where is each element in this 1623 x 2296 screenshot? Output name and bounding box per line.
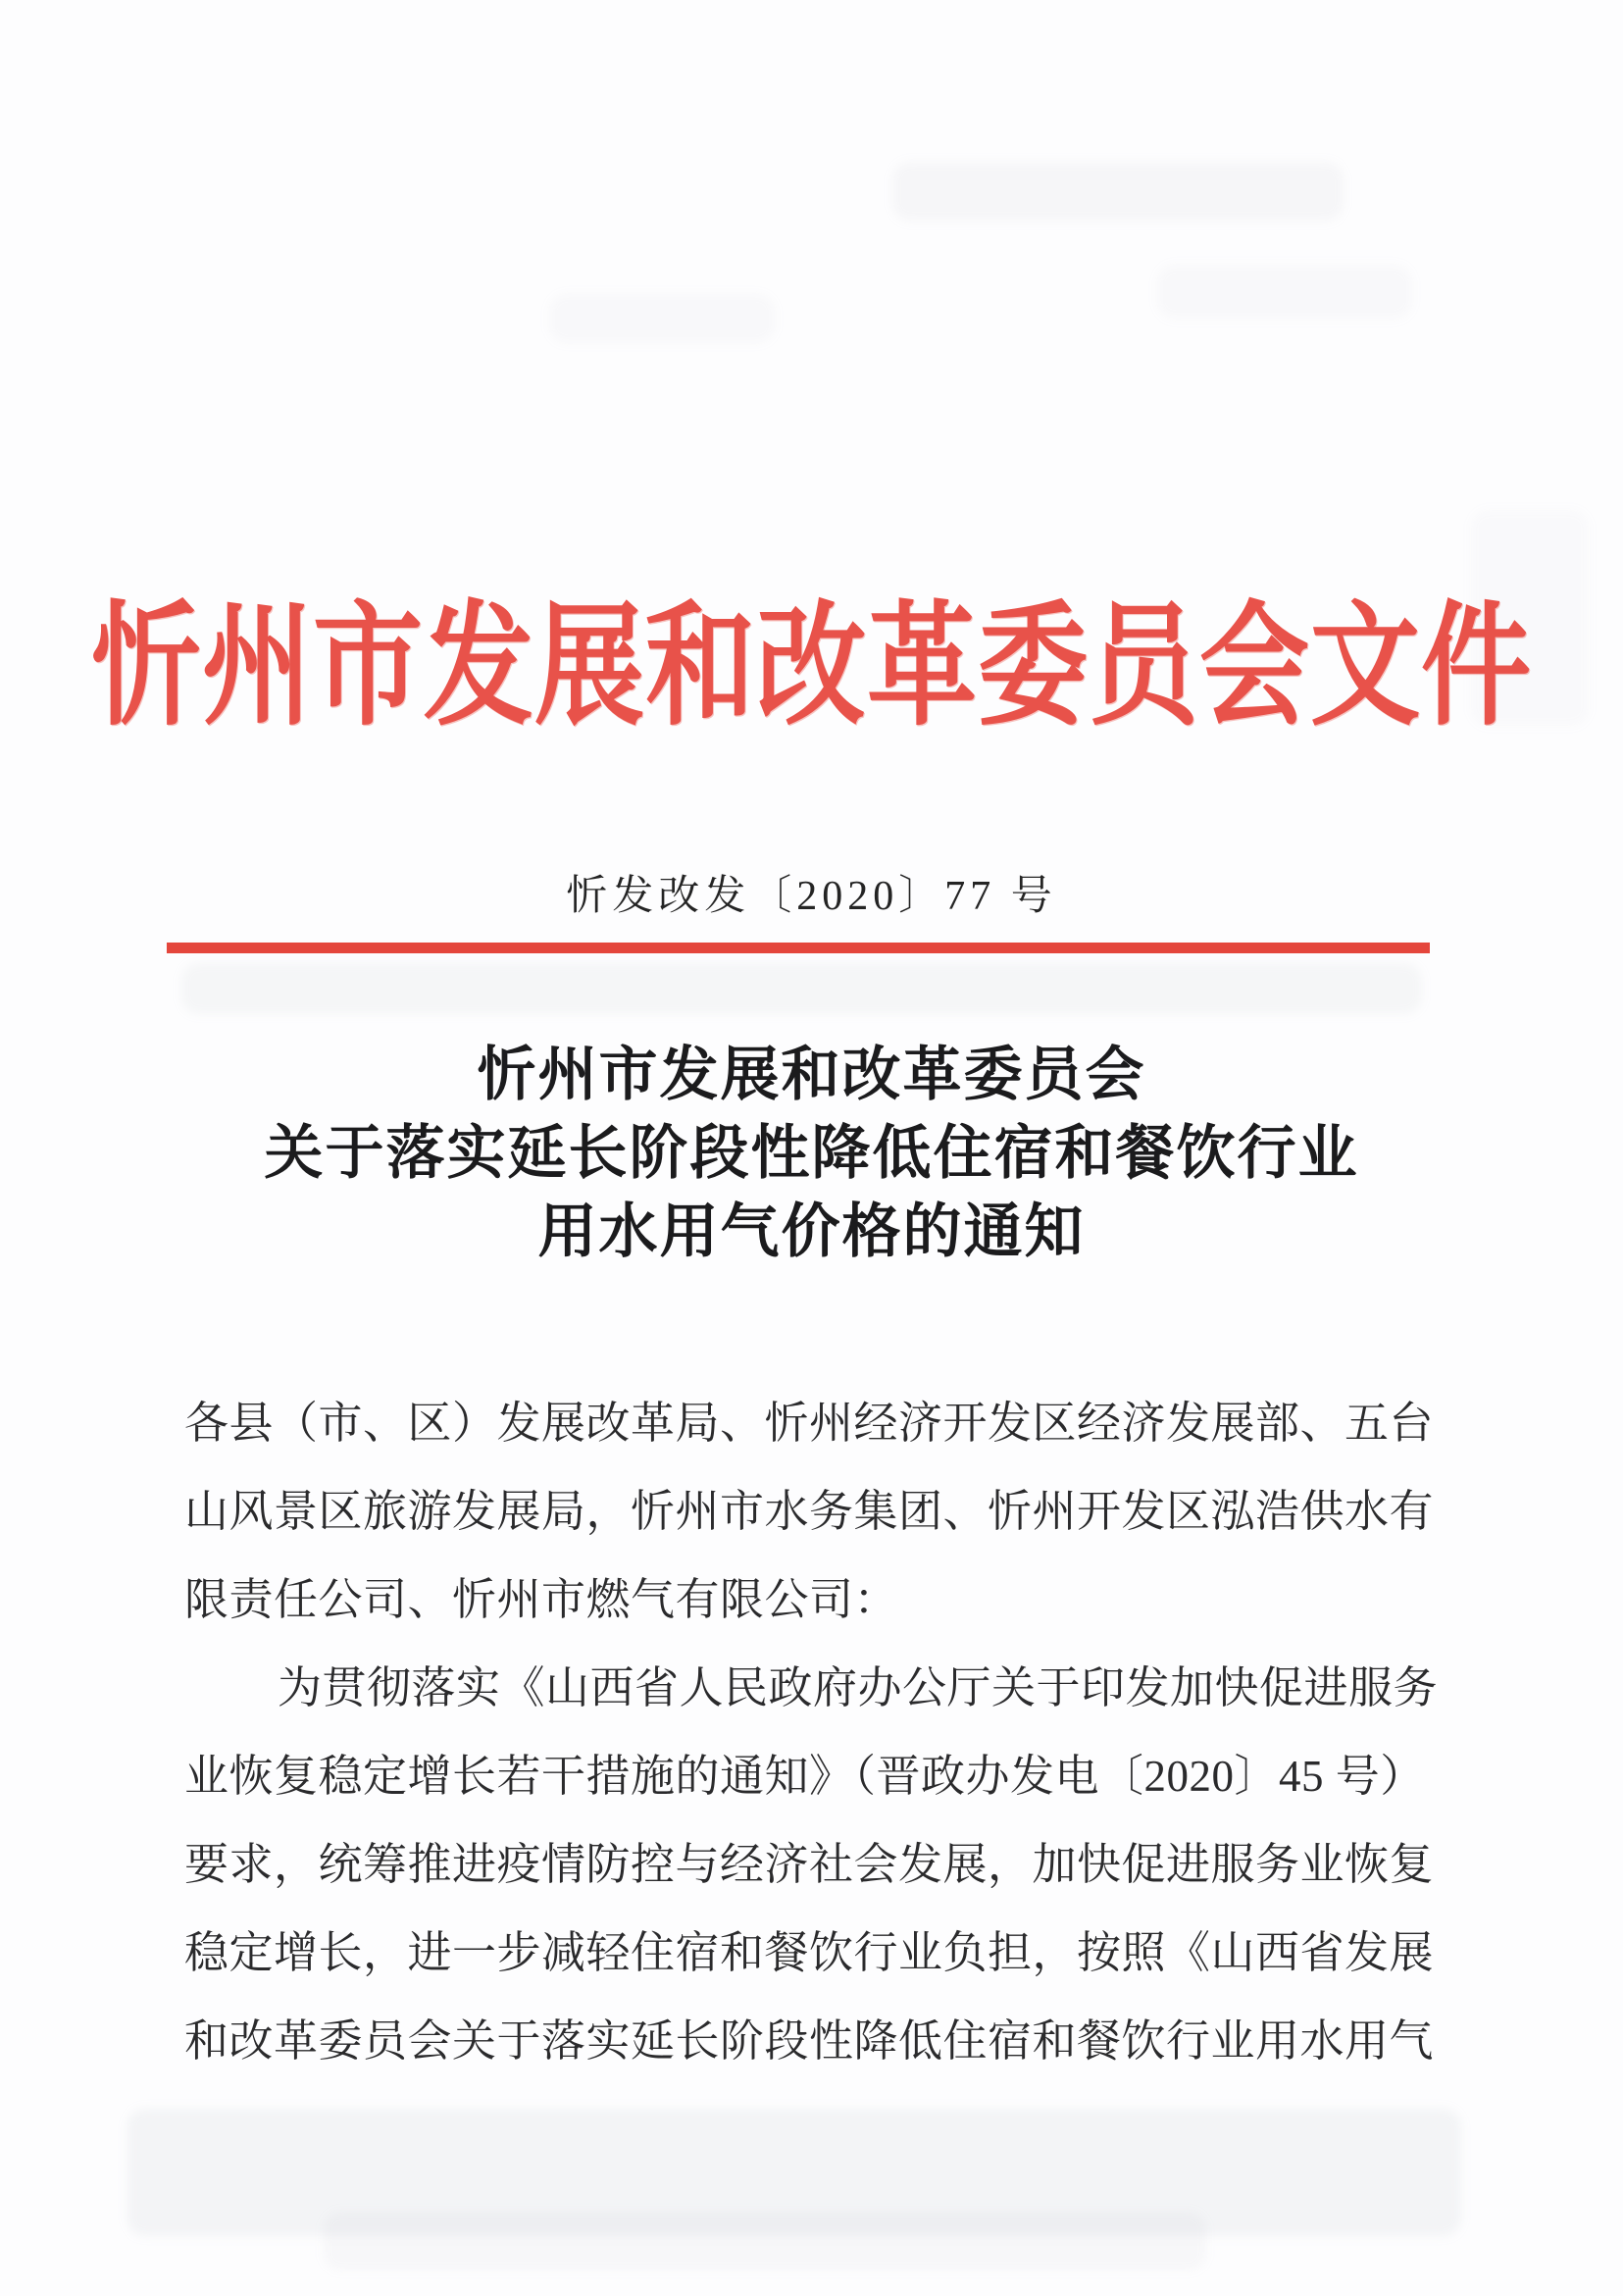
recipients-line: 山风景区旅游发展局，忻州市水务集团、忻州开发区泓浩供水有 bbox=[184, 1487, 1435, 1536]
title-line-subject2: 用水用气价格的通知 bbox=[537, 1199, 1086, 1264]
document-body bbox=[184, 1379, 1439, 2085]
document-reference-number: 忻发改发〔2020〕77 号 bbox=[566, 874, 1057, 919]
document-title bbox=[0, 1036, 1623, 1271]
bleedthrough-artifact bbox=[181, 963, 1422, 1014]
title-line-subject: 关于落实延长阶段性降低住宿和餐饮行业 bbox=[264, 1121, 1359, 1186]
bleedthrough-artifact bbox=[1157, 265, 1412, 319]
agency-letterhead-title: 忻州市发展和改革委员会文件 bbox=[91, 593, 1532, 742]
body-text-line: 为贯彻落实《山西省人民政府办公厅关于印发加快促进服务 bbox=[278, 1663, 1439, 1712]
body-text-line: 业恢复稳定增长若干措施的通知》（晋政办发电〔2020〕45 号） bbox=[184, 1752, 1425, 1801]
title-line-issuer: 忻州市发展和改革委员会 bbox=[477, 1043, 1146, 1107]
recipients-line: 限责任公司、忻州市燃气有限公司： bbox=[184, 1575, 899, 1624]
body-text-line: 要求，统筹推进疫情防控与经济社会发展，加快促进服务业恢复 bbox=[184, 1840, 1435, 1889]
body-text-line: 和改革委员会关于落实延长阶段性降低住宿和餐饮行业用水用气 bbox=[184, 2016, 1435, 2066]
red-divider-line bbox=[167, 943, 1430, 953]
bleedthrough-artifact bbox=[324, 2212, 1206, 2270]
recipients-line: 各县（市、区）发展改革局、忻州经济开发区经济发展部、五台 bbox=[184, 1399, 1435, 1448]
bleedthrough-artifact bbox=[127, 2109, 1461, 2236]
body-text-line: 稳定增长，进一步减轻住宿和餐饮行业负担，按照《山西省发展 bbox=[184, 1928, 1435, 1977]
bleedthrough-artifact bbox=[549, 294, 775, 343]
bleedthrough-artifact bbox=[892, 162, 1344, 221]
